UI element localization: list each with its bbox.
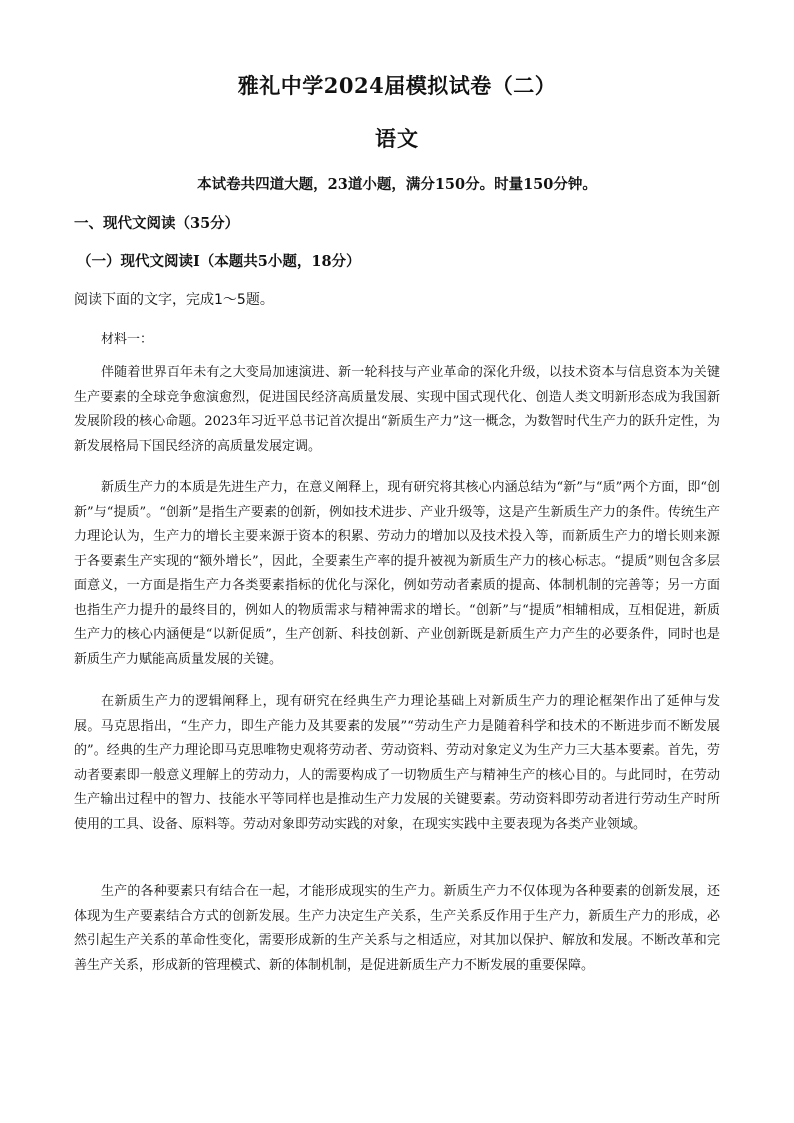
- reading-instruction: 阅读下面的文字，完成1～5题。: [74, 292, 274, 308]
- passage-paragraph: 在新质生产力的逻辑阐释上，现有研究在经典生产力理论基础上对新质生产力的理论框架作出了延伸与发展。马克思指出，“生产力，即生产能力及其要素的发展”“劳动生产力是随着科学和技术的不断进步而不断发展的”。经典的生产力理论即马克思唯物史观将劳动者、劳动资料、劳动对象定义为生产力三大基本要素。首先，劳动者要素即一般意义理解上的劳动力，人的需要构成了一切物质生产与精神生产的核心目的。与此同时，在劳动生产输出过程中的智力、技能水平等同样也是推动生产力发展的关键要素。劳动资料即劳动者进行劳动生产时所使用的工具、设备、原料等。劳动对象即劳动实践的对象，在现实实践中主要表现为各类产业领域。: [74, 694, 720, 832]
- subject-title: 语文: [375, 126, 419, 151]
- passage-paragraph: 新质生产力的本质是先进生产力，在意义阐释上，现有研究将其核心内涵总结为“新”与“质”两个方面，即“创新”与“提质”。“创新”是指生产要素的创新，例如技术进步、产业升级等，这是产生新质生产力的条件。传统生产力理论认为，生产力的增长主要来源于资本的积累、劳动力的增加以及技术投入等，而新质生产力的增长则来源于各要素生产实现的“额外增长”，因此，全要素生产率的提升被视为新质生产力的核心标志。“提质”则包含多层面意义，一方面是指生产力各类要素指标的优化与深化，例如劳动者素质的提高、体制机制的完善等；另一方面也指生产力提升的最终目的，例如人的物质需求与精神需求的增长。“创新”与“提质”相辅相成，互相促进，新质生产力的核心内涵便是“以新促质”，生产创新、科技创新、产业创新既是新质生产力产生的必要条件，同时也是新质生产力赋能高质量发展的关键。: [74, 480, 720, 667]
- exam-title: 雅礼中学2024届模拟试卷（二）: [237, 73, 557, 98]
- exam-summary: 本试卷共四道大题，23道小题，满分150分。时量150分钟。: [197, 176, 597, 193]
- passage-paragraph: 伴随着世界百年未有之大变局加速演进、新一轮科技与产业革命的深化升级，以技术资本与信息资本为关键生产要素的全球竞争愈演愈烈，促进国民经济高质量发展、实现中国式现代化、创造人类文明新形态成为我国新发展阶段的核心命题。2023年习近平总书记首次提出“新质生产力”这一概念，为数智时代生产力的跃升定性，为新发展格局下国民经济的高质量发展定调。: [74, 365, 720, 454]
- material-label: 材料一：: [101, 332, 154, 347]
- subsection-heading: （一）现代文阅读Ⅰ（本题共5小题，18分）: [77, 253, 361, 270]
- section-heading: 一、现代文阅读（35分）: [74, 215, 240, 232]
- passage-paragraph: 生产的各种要素只有结合在一起，才能形成现实的生产力。新质生产力不仅体现为各种要素的创新发展，还体现为生产要素结合方式的创新发展。生产力决定生产关系，生产关系反作用于生产力，新质生产力的形成，必然引起生产关系的革命性变化，需要形成新的生产关系与之相适应，对其加以保护、解放和发展。不断改革和完善生产关系，形成新的管理模式、新的体制机制，是促进新质生产力不断发展的重要保障。: [74, 884, 720, 973]
